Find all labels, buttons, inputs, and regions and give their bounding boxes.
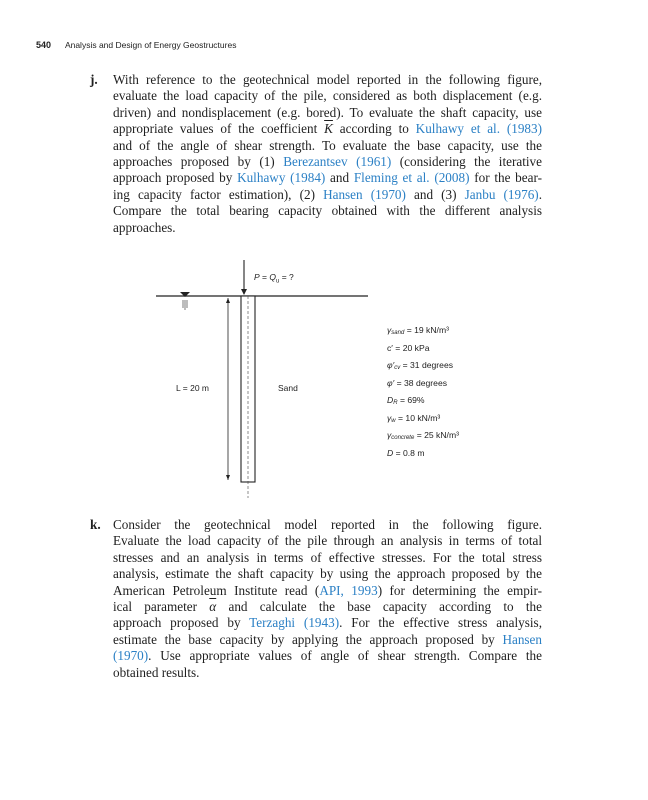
citation-link[interactable]: Terzaghi (1943) [249,615,340,631]
text-fragment: appropriate values of the coefficient [113,121,325,137]
text-fragment: and (3) [405,186,465,202]
text-line [113,599,542,615]
text-line: Evaluate the load capacity of the pile through an analysis in terms of total [113,533,542,549]
property-unit-weight-water [387,410,459,428]
capacity-subscript: u [275,278,280,285]
load-label [254,272,294,285]
citation-link[interactable]: Kulhawy et al. (1983) [415,121,542,137]
dimension-arrowhead [226,298,230,303]
text-line [113,615,542,631]
citation-link[interactable]: Hansen [502,631,542,647]
text-line [113,583,542,599]
dimension-arrowhead [226,475,230,480]
problem-j [90,72,542,236]
problem-j-text [113,72,542,236]
property-value: = 38 degrees [394,377,448,388]
citation-link[interactable]: Kulhawy (1984) [237,170,326,186]
property-symbol: D [387,447,394,458]
property-value: = 20 kPa [392,342,430,353]
problem-k [90,517,542,681]
text-fragment: and [325,170,354,186]
property-symbol: γ [387,412,392,423]
text-line: approaches. [113,219,176,235]
text-line [113,154,542,170]
property-symbol: γ [387,430,392,440]
property-value: = 0.8 m [393,447,425,458]
text-line: Consider the geotechnical model reported in the following figure. [113,517,542,532]
property-subscript: sand [391,330,405,336]
property-unit-weight-concrete [387,427,459,445]
property-unit-weight-sand [387,322,459,340]
page-number: 540 [36,40,52,50]
property-pile-diameter [387,445,459,463]
text-fragment: approach proposed by [113,615,250,631]
load-symbol: P [254,272,260,282]
text-fragment: and calculate the base capacity according to the [216,599,542,615]
text-line [113,632,542,648]
property-subscript: w [391,417,396,424]
text-line: With reference to the geotechnical model reported in the following figure, [113,72,542,87]
property-friction-angle [387,375,459,393]
text-line [113,170,542,186]
text-fragment: = [259,272,270,282]
running-title: Analysis and Design of Energy Geostructures [64,40,237,50]
coefficient-k-symbol: $\overline{K}$ [324,121,333,137]
citation-link[interactable]: Janbu (1976) [464,186,539,202]
citation-link[interactable]: Berezantsev (1961) [283,154,392,170]
text-fragment: for the bear- [469,170,542,186]
text-line [113,187,542,203]
soil-type-label: Sand [278,383,298,393]
problem-j-label: j. [90,72,98,87]
text-fragment: American Petroleum Institute read ( [113,582,320,598]
citation-link[interactable]: Fleming et al. (2008) [353,170,470,186]
text-fragment: ical parameter [113,599,210,615]
load-arrow-head [241,289,247,295]
text-line: Compare the total bearing capacity obtained with the different analysis [113,203,542,219]
property-symbol: γ [387,325,392,335]
property-cohesion [387,340,459,358]
text-fragment: estimate the base capacity by applying the approach proposed by [113,631,503,647]
text-line: obtained results. [113,664,200,680]
property-value: = 31 degrees [400,360,454,370]
text-fragment: ing capacity factor estimation), (2) [113,186,324,202]
property-symbol: φ′ [387,360,395,370]
text-fragment: . For the effective stress analysis, [339,615,542,631]
property-subscript: cv [394,365,401,371]
text-fragment: . Use appropriate values of angle of shear strength. Compare the [148,648,542,664]
citation-link[interactable]: (1970) [113,648,149,664]
text-fragment: . [538,186,542,202]
pile-length-label: L = 20 m [176,383,209,393]
text-line: evaluate the load capacity of the pile, considered as both displacement (e.g. [113,88,542,104]
text-fragment: (considering the iterative [391,154,542,170]
capacity-symbol: Q [269,272,276,282]
water-table-marker [180,292,190,310]
citation-link[interactable]: Hansen (1970) [323,186,406,202]
text-line: driven) and nondisplacement (e.g. bored). To evaluate the shaft capacity, use [113,104,542,120]
property-symbol: c′ [387,342,393,353]
property-subscript: R [393,400,398,406]
text-line [113,121,542,137]
pile-diagram [150,256,510,506]
text-fragment: approaches proposed by (1) [113,154,284,170]
text-fragment: ) for determining the empir- [377,582,542,598]
alpha-symbol: $\overline{\alpha}$ [209,599,217,615]
property-symbol: φ′ [387,377,395,388]
soil-properties-list [387,322,459,462]
citation-link[interactable]: API, 1993 [319,582,378,598]
property-relative-density [387,392,459,410]
property-value: = 19 kN/m³ [404,325,449,335]
text-line [113,648,542,664]
text-line: and of the angle of shear strength. To evaluate the base capacity, use the [113,137,542,153]
property-subscript: concrete [391,435,415,441]
text-line: analysis, estimate the shaft capacity by using the approach proposed by the [113,566,542,582]
property-value: = 10 kN/m³ [395,412,441,423]
property-value: = 69% [397,395,425,405]
property-symbol: D [387,395,394,405]
problem-k-label: k. [90,517,101,532]
text-line: stresses and an analysis in terms of effective stresses. For the total stress [113,549,542,565]
running-header [36,40,236,54]
problem-k-text [113,517,542,681]
text-fragment: = ? [279,272,294,282]
property-critical-friction-angle [387,357,459,375]
property-value: = 25 kN/m³ [414,430,459,440]
text-fragment: approach proposed by [113,170,238,186]
text-fragment: according to [332,121,416,137]
